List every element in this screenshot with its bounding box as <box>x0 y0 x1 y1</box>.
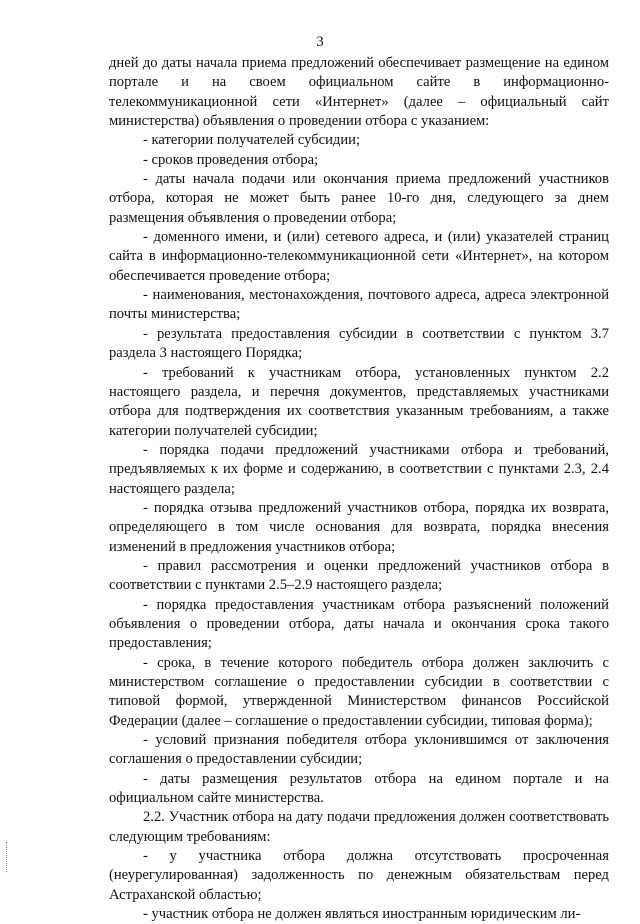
paragraph: - порядка предоставления участникам отбора разъяснений положений объявления о проведении отбора, даты начала и окончания срока такого предоставления; <box>109 596 609 652</box>
document-body <box>109 54 609 924</box>
paragraph: - даты начала подачи или окончания приема предложений участников отбора, которая не может быть ранее 10-го дня, следующего за днем размещения объявления о проведении отбора; <box>109 171 609 226</box>
paragraph: - сроков проведения отбора; <box>143 151 319 168</box>
paragraph: - наименования, местонахождения, почтового адреса, адреса электронной почты министерства; <box>109 287 609 323</box>
paragraph: - срока, в течение которого победитель отбора должен заключить с министерством соглашение о предоставлении субсидии в соответствии с типовой формой, утвержденной Министерством финансов Российской Федерации (далее – соглашение о предоставлении субсидии, типовая форма); <box>109 654 609 729</box>
page-number: 3 <box>316 34 324 50</box>
paragraph: - у участника отбора должна отсутствовать просроченная (неурегулированная) задолженность по денежным обязательствам перед Астраханской областью; <box>109 848 609 903</box>
paragraph: - доменного имени, и (или) сетевого адреса, и (или) указателей страниц сайта в информационно-телекоммуникационной сети «Интернет», на котором обеспечивается проведение отбора; <box>109 229 609 284</box>
paragraph: дней до даты начала приема предложений обеспечивает размещение на едином портале и на своем официальном сайте в информационно-телекоммуникационной сети «Интернет» (далее – официальный сайт министерства) объявления о проведении отбора с указанием: <box>109 55 609 130</box>
paragraph: - порядка отзыва предложений участников отбора, порядка их возврата, определяющего в том числе основания для возврата, порядка внесения изменений в предложения участников отбора; <box>109 499 609 555</box>
paragraph: - категории получателей субсидии; <box>143 132 361 149</box>
paragraph: - участник отбора не должен являться иностранным юридическим ли- <box>143 906 581 923</box>
paragraph: - правил рассмотрения и оценки предложений участников отбора в соответствии с пунктами 2.5–2.9 настоящего раздела; <box>109 557 609 594</box>
scan-margin-mark <box>6 842 9 872</box>
paragraph: - порядка подачи предложений участниками отбора и требований, предъявляемых к их форме и содержанию, в соответствии с пунктами 2.3, 2.4 настоящего раздела; <box>109 441 609 497</box>
paragraph: - требований к участникам отбора, установленных пунктом 2.2 настоящего раздела, и перечня документов, представляемых участниками отбора для подтверждения их соответствия указанным требованиям, а также категории получателей субсидии; <box>109 364 609 439</box>
paragraph: - результата предоставления субсидии в соответствии с пунктом 3.7 раздела 3 настоящего Порядка; <box>109 325 609 362</box>
paragraph: 2.2. Участник отбора на дату подачи предложения должен соответствовать следующим требованиям: <box>109 809 609 845</box>
paragraph: - даты размещения результатов отбора на едином портале и на официальном сайте министерства. <box>109 770 609 807</box>
paragraph: - условий признания победителя отбора уклонившимся от заключения соглашения о предоставлении субсидии; <box>109 732 609 768</box>
